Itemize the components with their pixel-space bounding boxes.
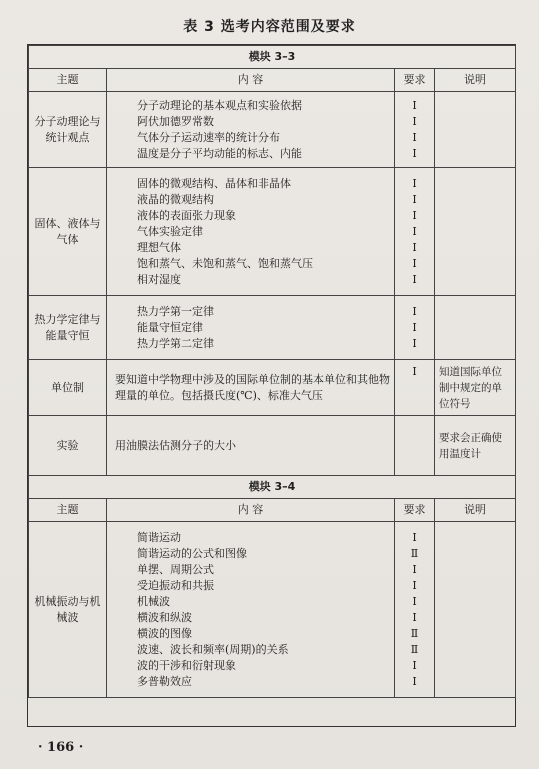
- content-item: 单摆、周期公式: [137, 562, 214, 576]
- content-paragraph: 要知道中学物理中涉及的国际单位制的基本单位和其他物理量的单位。包括摄氏度(℃)、标准大气压: [115, 372, 390, 402]
- requirement-level: Ⅰ: [412, 365, 417, 378]
- content-item: 简谐运动的公式和图像: [137, 546, 247, 560]
- content-item: 分子动理论的基本观点和实验依据: [137, 98, 302, 112]
- requirement-level: Ⅰ: [412, 130, 417, 144]
- header-topic: 主题: [29, 69, 107, 92]
- content-cell: [107, 416, 395, 476]
- table-row: [29, 522, 516, 698]
- requirement-level: Ⅰ: [412, 530, 417, 544]
- requirements-table: [28, 45, 516, 698]
- requirement-level: Ⅰ: [412, 114, 417, 128]
- header-note: 说明: [435, 69, 516, 92]
- requirement-level: Ⅰ: [412, 336, 417, 350]
- content-item: 热力学第一定律: [137, 304, 214, 318]
- header-content: 内 容: [107, 69, 395, 92]
- requirement-level: Ⅰ: [412, 562, 417, 576]
- requirements-table-frame: [27, 44, 516, 727]
- requirement-level: Ⅰ: [412, 256, 417, 270]
- header-note: 说明: [435, 499, 516, 522]
- topic-cell: 固体、液体与气体: [29, 168, 107, 296]
- requirement-level: Ⅰ: [412, 224, 417, 238]
- requirement-level: Ⅰ: [412, 208, 417, 222]
- topic-cell: 单位制: [29, 360, 107, 416]
- requirement-cell: [395, 92, 435, 168]
- content-item: 气体实验定律: [137, 224, 203, 238]
- content-item: 多普勒效应: [137, 674, 192, 688]
- content-cell: [107, 360, 395, 416]
- requirement-level: Ⅰ: [412, 98, 417, 112]
- content-item: 液晶的微观结构: [137, 192, 214, 206]
- table-row: [29, 416, 516, 476]
- requirement-level: Ⅰ: [412, 578, 417, 592]
- content-paragraph: 用油膜法估测分子的大小: [115, 438, 236, 452]
- content-item: 横波和纵波: [137, 610, 192, 624]
- requirement-cell: [395, 296, 435, 360]
- table-row: [29, 168, 516, 296]
- table-row: [29, 92, 516, 168]
- requirement-level: Ⅰ: [412, 272, 417, 286]
- module-name: 模块 3–4: [29, 476, 516, 499]
- header-requirement: 要求: [395, 69, 435, 92]
- note-cell: [435, 296, 516, 360]
- note-cell: 知道国际单位制中规定的单位符号: [435, 360, 516, 416]
- module-heading-row: [29, 476, 516, 499]
- requirement-cell: [395, 360, 435, 416]
- module-heading-row: [29, 46, 516, 69]
- topic-cell: 机械振动与机械波: [29, 522, 107, 698]
- note-cell: [435, 168, 516, 296]
- requirement-level: Ⅰ: [412, 304, 417, 318]
- content-item: 受迫振动和共振: [137, 578, 214, 592]
- requirement-level: Ⅰ: [412, 192, 417, 206]
- header-content: 内 容: [107, 499, 395, 522]
- topic-cell: 分子动理论与统计观点: [29, 92, 107, 168]
- module-name: 模块 3–3: [29, 46, 516, 69]
- requirement-level: Ⅰ: [412, 320, 417, 334]
- content-item: 能量守恒定律: [137, 320, 203, 334]
- content-item: 理想气体: [137, 240, 181, 254]
- table-body: [29, 46, 516, 698]
- requirement-level: Ⅱ: [410, 642, 419, 656]
- content-item: 横波的图像: [137, 626, 192, 640]
- note-cell: [435, 522, 516, 698]
- content-item: 相对湿度: [137, 272, 181, 286]
- content-item: 机械波: [137, 594, 170, 608]
- requirement-level: Ⅰ: [412, 594, 417, 608]
- column-header-row: [29, 499, 516, 522]
- requirement-level: Ⅰ: [412, 176, 417, 190]
- requirement-level: Ⅰ: [412, 610, 417, 624]
- requirement-level: Ⅰ: [412, 240, 417, 254]
- table-row: [29, 296, 516, 360]
- table-title: 表 3 选考内容范围及要求: [183, 19, 356, 35]
- content-item: 温度是分子平均动能的标志、内能: [137, 146, 302, 160]
- content-item: 气体分子运动速率的统计分布: [137, 130, 280, 144]
- content-cell: [107, 296, 395, 360]
- page-number: · 166 ·: [38, 740, 84, 755]
- content-cell: [107, 92, 395, 168]
- requirement-cell: [395, 168, 435, 296]
- requirement-cell: [395, 522, 435, 698]
- content-cell: [107, 168, 395, 296]
- content-item: 波的干涉和衍射现象: [137, 658, 236, 672]
- content-item: 固体的微观结构、晶体和非晶体: [137, 176, 291, 190]
- content-item: 液体的表面张力现象: [137, 208, 236, 222]
- requirement-level: Ⅰ: [412, 146, 417, 160]
- requirement-level: Ⅱ: [410, 546, 419, 560]
- content-item: 阿伏加德罗常数: [137, 114, 214, 128]
- note-cell: [435, 92, 516, 168]
- header-topic: 主题: [29, 499, 107, 522]
- content-item: 波速、波长和频率(周期)的关系: [137, 642, 289, 656]
- column-header-row: [29, 69, 516, 92]
- note-cell: 要求会正确使用温度计: [435, 416, 516, 476]
- requirement-level: Ⅰ: [412, 674, 417, 688]
- content-item: 饱和蒸气、未饱和蒸气、饱和蒸气压: [137, 256, 313, 270]
- header-requirement: 要求: [395, 499, 435, 522]
- table-row: [29, 360, 516, 416]
- requirement-level: Ⅱ: [410, 626, 419, 640]
- requirement-level: Ⅰ: [412, 658, 417, 672]
- requirement-cell: [395, 416, 435, 476]
- content-cell: [107, 522, 395, 698]
- topic-cell: 实验: [29, 416, 107, 476]
- content-item: 热力学第二定律: [137, 336, 214, 350]
- topic-cell: 热力学定律与能量守恒: [29, 296, 107, 360]
- content-item: 简谐运动: [137, 530, 181, 544]
